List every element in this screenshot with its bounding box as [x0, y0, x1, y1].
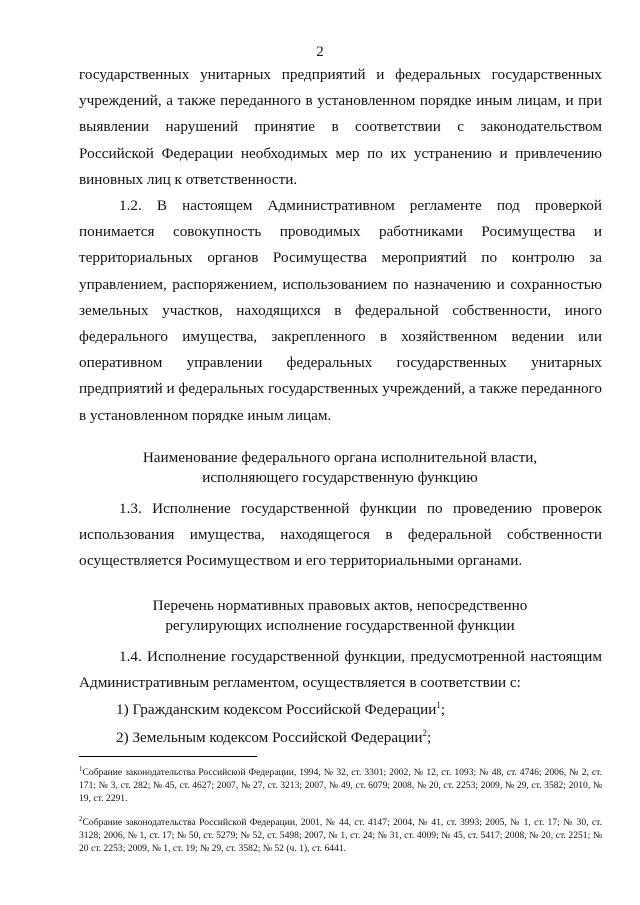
heading-line: исполняющего государственную функцию [202, 469, 478, 486]
heading-line: Перечень нормативных правовых актов, непосредственно [152, 597, 528, 614]
heading-line: Наименование федерального органа исполнительной власти, [142, 449, 538, 466]
list-item-tail: ; [440, 701, 446, 719]
footnote [79, 813, 602, 855]
footnote-separator [79, 756, 257, 757]
footnote [79, 763, 602, 805]
footnote-ref: 2 [422, 728, 427, 738]
section-heading-executor [110, 448, 570, 488]
paragraph-continuation: государственных унитарных предприятий и федеральных государственных учреждений, а также переданного в установленном порядке иным лицам, и при выявлении нарушений принятие в соответствии с законодательством Российской Федерации необходимых мер по их устранению и привлечению виновных лиц к ответственности. [79, 66, 602, 188]
footnote-mark: 1 [79, 765, 83, 773]
footnote-text: Собрание законодательства Российской Федерации, 1994, № 32, ст. 3301; 2002, № 12, ст. 1093; № 48, ст. 4746; 2006, № 2, ст. 171; № 3, ст. 282; № 45, ст. 4627; 2007, № 27, ст. 3213; 2007, № 49, ст. 6079; 2008, № 20, ст. 2253; 2009, № 29, ст. 3582; 2010, № 19, ст. 2291. [79, 767, 602, 805]
footnote-text: Собрание законодательства Российской Федерации, 2001, № 44, ст. 4147; 2004, № 41, ст. 3993; 2005, № 1, ст. 17; № 30, ст. 3128; 2006, № 1, ст. 17; № 50, ст. 5279; № 52, ст. 5498; 2007, № 1, ст. 24; № 31, ст. 4009; № 45, ст. 5417; 2008, № 20, ст. 2251; № 20 ст. 2253; 2009, № 1, ст. 19; № 29, ст. 3582; № 52 (ч. 1), ст. 6441. [79, 817, 602, 855]
footnote-ref: 1 [436, 700, 441, 710]
list-item-text: 1) Гражданским кодексом Российской Федерации [116, 701, 437, 719]
footnote-mark: 2 [79, 815, 83, 823]
list-item [116, 694, 445, 721]
list-item [116, 722, 431, 749]
list-item-text: 2) Земельным кодексом Российской Федерации [116, 729, 423, 747]
list-item-tail: ; [426, 729, 432, 747]
heading-line: регулирующих исполнение государственной функции [165, 617, 515, 634]
paragraph-1-4: 1.4. Исполнение государственной функции, предусмотренной настоящим Административным регламентом, осуществляется в соответствии с: [79, 648, 602, 692]
section-heading-legal-acts [110, 596, 570, 636]
paragraph-1-2: 1.2. В настоящем Административном регламенте под проверкой понимается совокупность проводимых работниками Росимущества и территориальных органов Росимущества мероприятий по контролю за управлением, распоряжением, использованием по назначению и сохранностью земельных участков, находящихся в федеральной собственности, иного федерального имущества, закрепленного в хозяйственном ведении или оперативном управлении федеральных государственных унитарных предприятий и федеральных государственных учреждений, а также переданного в установленном порядке иным лицам. [79, 197, 602, 424]
page-number: 2 [316, 44, 324, 60]
paragraph-1-3: 1.3. Исполнение государственной функции по проведению проверок использования имущества, находящегося в федеральной собственности осуществляется Росимуществом и его территориальными органами. [79, 500, 602, 570]
